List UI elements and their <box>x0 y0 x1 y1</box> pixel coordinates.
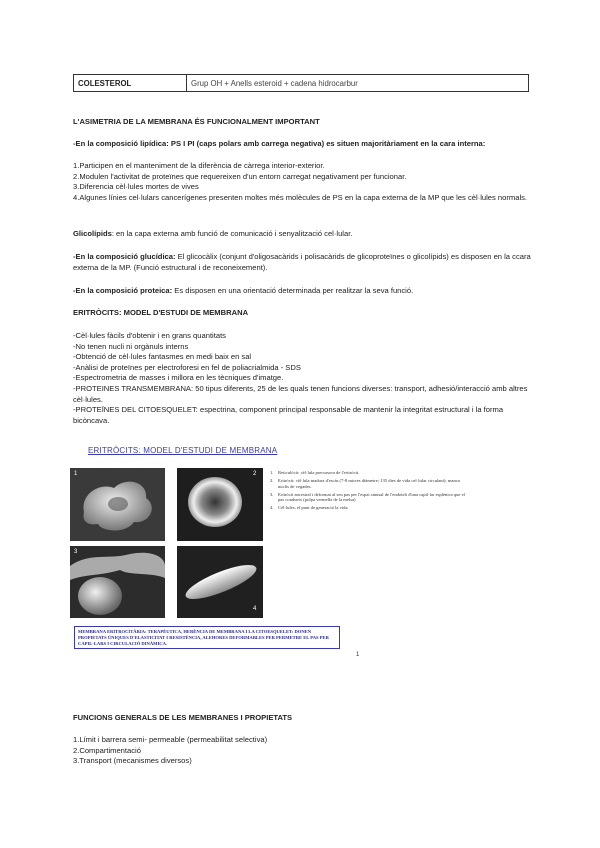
cholesterol-table <box>73 74 529 92</box>
glicolipids-text: : en la capa externa amb funció de comunicació i senyalització cel·lular. <box>111 229 353 238</box>
functions-list <box>73 735 533 767</box>
list-item: 1.Límit i barrera semi- permeable (permeabilitat selectiva) <box>73 735 268 744</box>
figure-number: 1 <box>356 652 360 658</box>
erythrocyte-photo <box>177 468 263 541</box>
erythrocyte-list <box>73 331 533 426</box>
glicolipids-paragraph <box>73 229 533 240</box>
protein-paragraph <box>73 286 533 297</box>
list-item: -Espectrometria de masses i millora en les tècniques d'imatge. <box>73 373 284 383</box>
list-item: 3.Transport (mecanismes diversos) <box>73 756 192 766</box>
table-cell-description: Grup OH + Anells esteroid + cadena hidrocarbur <box>187 75 529 92</box>
list-item: 2.Compartimentació <box>73 745 141 755</box>
reticulocyte-photo <box>70 468 165 541</box>
figure-title: ERITRÒCITS: MODEL D'ESTUDI DE MEMBRANA <box>88 446 278 455</box>
protein-label: -En la composició proteica: <box>73 286 173 295</box>
reticulocyte-image <box>70 468 165 541</box>
list-item: -Obtenció de cèl·lules fantasmes en medi baix en sal <box>73 352 252 362</box>
list-item: -Anàlisi de proteïnes per electroforesi en fel de poliacrialmida - SDS <box>73 362 301 372</box>
lipid-heading: -En la composició lipídica: PS I PI (caps polars amb carrega negativa) es situen majoritàriament en la cara interna: <box>73 139 486 148</box>
glicolipids-label: Glicolípids <box>73 229 112 238</box>
list-item: -Cèl·lules fàcils d'obtenir i en grans quantitats <box>73 331 226 340</box>
figure-side-notes <box>270 470 470 514</box>
table-cell-label: COLESTEROL <box>74 75 187 92</box>
list-item: 1. Reticulòcit: cèl·lula precursora de l'eritròcit. <box>270 470 360 475</box>
lipid-list <box>73 161 533 203</box>
erythrocyte-figure <box>74 446 520 678</box>
list-item: 1.Participen en el manteniment de la diferència de càrrega interior-exterior. <box>73 161 325 170</box>
list-item: 3.Diferencia cèl·lules mortes de vives <box>73 182 199 192</box>
figure-caption: MEMBRANA ERITROCITÀRIA: TERAPÈUTICA, HERÈNCIA DE MEMBRANA I LA CITOESQUELET: DONEN PROPIETATS ÚNIQUES D'ELASTICITAT I RESISTÈNCIA, ALEHORES DEFORMABLES PER PERMETRE EL PAS PER CAPIL·LARS I CIRCULACIÓ DINÀMICA. <box>74 626 340 649</box>
list-item: 3. Eritròcit ancestral i deformat al seu pas per l'espai sinusal de l'endoteli d'una capil·lar esplènica que el pas condueix (polpa vermella de la melsa) <box>270 491 465 503</box>
list-item: -PROTEINES TRANSMEMBRANA: 50 tipus diferents, 25 de les quals tenen funcions diverses: transport, adhesió/interacció amb altres cèl·lules. <box>73 383 528 404</box>
photo-label: 2 <box>253 471 257 477</box>
glucidic-text: El glicocàlix (conjunt d'oligosacàrids i polisacàrids de glicoproteïnes o glicolípids) es disposen en la ccara externa de la MP. (Funció estructural i de reconeixement). <box>73 252 531 272</box>
photo-label: 4 <box>253 606 257 612</box>
glucidic-paragraph <box>73 252 533 273</box>
table-row <box>74 75 529 92</box>
list-item: 4. Cèl·lules, el punt de generació la vida. <box>270 505 349 511</box>
erythrocyte-heading: ERITRÒCITS: MODEL D'ESTUDI DE MEMBRANA <box>73 308 249 317</box>
list-item: -PROTEÏNES DEL CITOESQUELET: espectrina, component principal responsable de mantenir la integritat estructural i la forma bicòncava. <box>73 405 504 425</box>
list-item: 2.Modulen l'activitat de proteïnes que requereixen d'un entorn carregat negativament per funcionar. <box>73 171 407 181</box>
spindle-cell-photo <box>177 546 263 618</box>
protein-text: Es disposen en una orientació determinada per realitzar la seva funció. <box>172 286 414 295</box>
list-item: 2. Eritròcit: cèl·lula madura d'escàs (7-8 micres diàmetre; 135 dies de vida cel·lular circulant); manca nuclis de vegades. <box>270 478 460 489</box>
photo-label: 3 <box>74 549 78 555</box>
list-item: 4.Algunes línies cel·lulars cancerígenes presenten moltes més molècules de PS en la capa externa de la MP que les cèl·lules normals. <box>73 192 528 202</box>
deformed-erythrocyte-image <box>70 546 165 618</box>
glucidic-label: -En la composició glucídica: <box>73 252 176 261</box>
list-item: -No tenen nucli ni orgànuls interns <box>73 341 189 351</box>
erythrocyte-image <box>177 468 263 541</box>
spindle-cell-image <box>177 546 263 618</box>
functions-heading: FUNCIONS GENERALS DE LES MEMBRANES I PROPIETATS <box>73 713 293 722</box>
asymmetry-heading: L'ASIMETRIA DE LA MEMBRANA ÉS FUNCIONALMENT IMPORTANT <box>73 117 320 126</box>
photo-label: 1 <box>74 471 78 477</box>
deformed-erythrocyte-photo <box>70 546 165 618</box>
